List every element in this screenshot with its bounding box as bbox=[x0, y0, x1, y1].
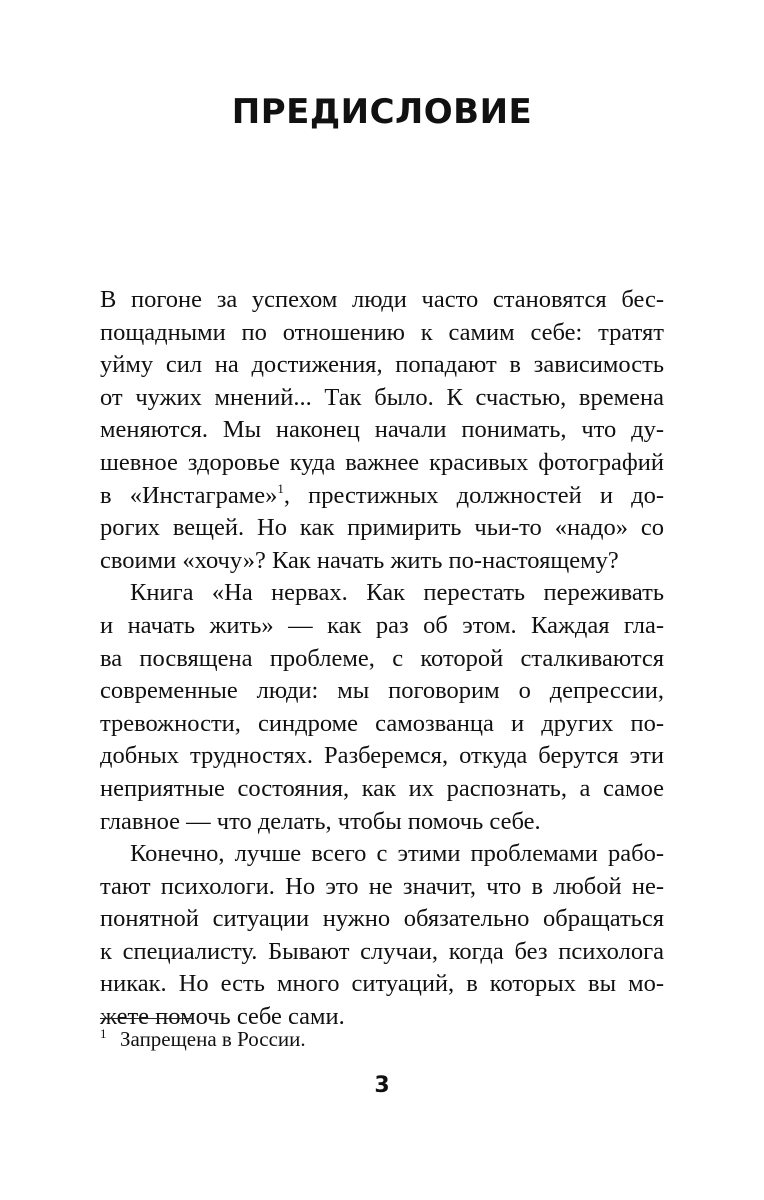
text-line: В погоне за успехом люди часто становятся бес- bbox=[100, 286, 664, 313]
text-line: и начать жить» — как раз об этом. Каждая гла- bbox=[100, 611, 664, 639]
footnote-text: Запрещена в России. bbox=[120, 1027, 306, 1051]
paragraph-1 bbox=[100, 284, 664, 577]
text-line: меняются. Мы наконец начали понимать, что ду- bbox=[100, 416, 664, 444]
text-line: добных трудностях. Разберемся, откуда берутся эти bbox=[100, 742, 664, 770]
text-line: современные люди: мы поговорим о депрессии, bbox=[100, 677, 664, 705]
text-line: Конечно, лучше всего с этими проблемами рабо- bbox=[130, 840, 664, 868]
body-text bbox=[100, 284, 664, 1034]
text-line: шевное здоровье куда важнее красивых фотографий bbox=[100, 448, 664, 476]
text-line: уйму сил на достижения, попадают в зависимость bbox=[100, 351, 664, 379]
text-segment: в «Инстаграме» bbox=[100, 481, 278, 509]
text-line: ва посвящена проблеме, с которой сталкиваются bbox=[100, 644, 664, 672]
footnote-divider bbox=[100, 1018, 192, 1019]
text-line: никак. Но есть много ситуаций, в которых вы мо- bbox=[100, 970, 664, 998]
text-line: главное — что делать, чтобы помочь себе. bbox=[100, 807, 541, 835]
text-line: тревожности, синдроме самозванца и других по- bbox=[100, 709, 664, 737]
text-line-with-footnote bbox=[100, 480, 664, 513]
text-line: тают психологи. Но это не значит, что в любой не- bbox=[100, 872, 664, 900]
footnote: 1 Запрещена в России. bbox=[100, 1026, 306, 1051]
paragraph-2 bbox=[100, 577, 664, 838]
text-line: от чужих мнений... Так было. К счастью, времена bbox=[100, 383, 664, 411]
text-line: неприятные состояния, как их распознать, а самое bbox=[100, 774, 664, 802]
text-line: своими «хочу»? Как начать жить по-настоящему? bbox=[100, 546, 619, 574]
text-line: жете помочь себе сами. bbox=[100, 1003, 345, 1031]
text-line: Книга «На нервах. Как перестать переживать bbox=[130, 579, 664, 607]
text-line: пощадными по отношению к самим себе: тратят bbox=[100, 318, 664, 346]
page-number: 3 bbox=[374, 1073, 390, 1098]
text-line: понятной ситуации нужно обязательно обращаться bbox=[100, 905, 664, 933]
footnote-reference[interactable]: 1 bbox=[277, 480, 284, 496]
paragraph-3 bbox=[100, 838, 664, 1034]
text-line: к специалисту. Бывают случаи, когда без психолога bbox=[100, 937, 664, 965]
chapter-title: ПРЕДИСЛОВИЕ bbox=[231, 92, 533, 132]
text-line: рогих вещей. Но как примирить чьи-то «надо» со bbox=[100, 514, 664, 542]
text-segment: , престижных должностей и до- bbox=[283, 481, 665, 509]
